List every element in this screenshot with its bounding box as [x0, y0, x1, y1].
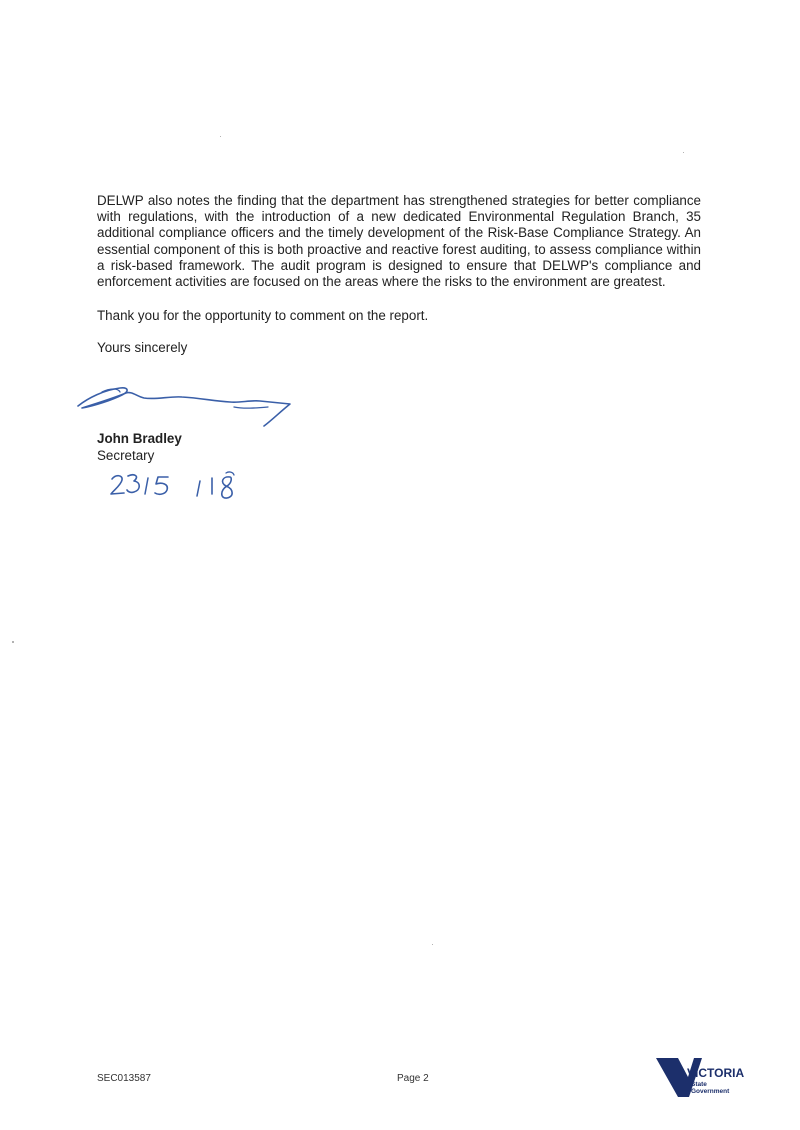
- page-number: Page 2: [397, 1073, 429, 1084]
- body-paragraph-thanks: Thank you for the opportunity to comment on the report.: [97, 308, 429, 323]
- handwritten-date: [108, 470, 248, 508]
- victoria-state-government-logo: [654, 1055, 745, 1101]
- body-paragraph-compliance: DELWP also notes the finding that the department has strengthened strategies for better compliance with regulations, with the introduction of a new dedicated Environmental Regulation Branch, 35 additional compliance officers and the timely development of the Risk-Base Compliance Strategy. An essential component of this is both proactive and reactive forest auditing, to assess compliance within a risk-based framework. The audit program is designed to ensure that DELWP's compliance and enforcement activities are focused on the areas where the risks to the environment are greatest.: [97, 193, 701, 290]
- logo-line-state: State: [691, 1081, 707, 1088]
- logo-line-government: Government: [691, 1088, 730, 1095]
- closing-salutation: Yours sincerely: [97, 340, 188, 355]
- document-reference: SEC013587: [97, 1073, 151, 1084]
- scan-speck: [12, 641, 14, 643]
- scan-speck: [220, 136, 221, 137]
- signer-title: Secretary: [97, 448, 155, 463]
- logo-wordmark: VICTORIA: [687, 1066, 745, 1080]
- scan-speck: [683, 152, 684, 153]
- handwritten-signature: [74, 376, 298, 428]
- signer-name: John Bradley: [97, 431, 182, 446]
- scan-speck: [432, 944, 433, 945]
